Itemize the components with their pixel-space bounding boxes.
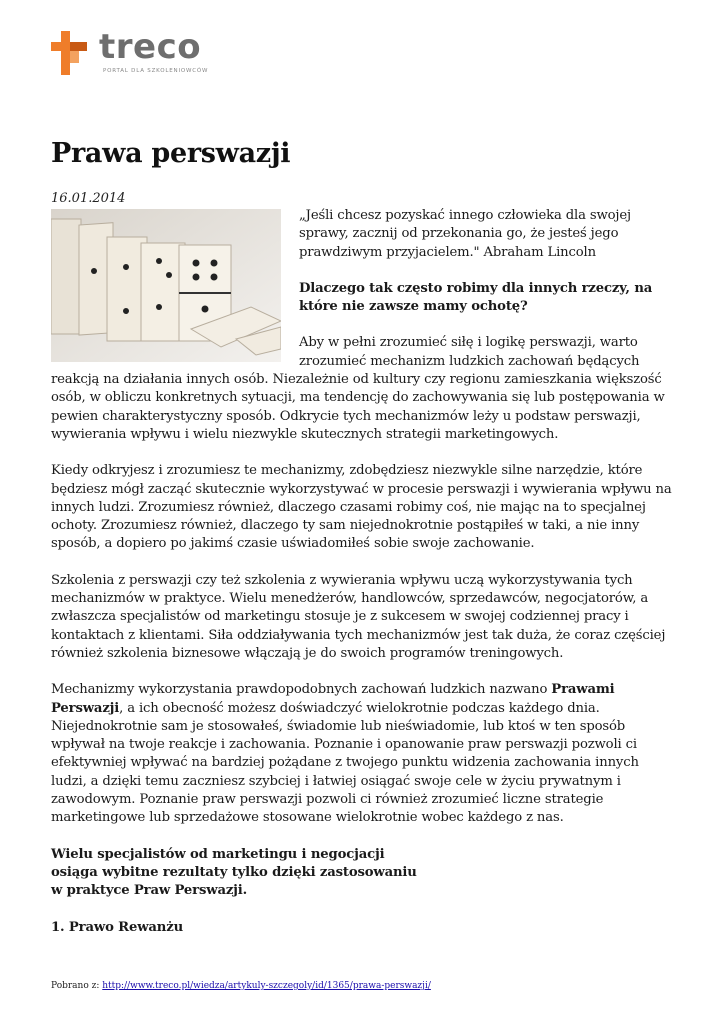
question-heading: Dlaczego tak często robimy dla innych rzeczy, na które nie zawsze mamy ochotę? xyxy=(299,280,653,315)
source-link[interactable]: http://www.treco.pl/wiedza/artykuly-szczegoly/id/1365/prawa-perswazji/ xyxy=(102,981,431,991)
highlight-line-2: osiąga wybitne rezultaty tylko dzięki zastosowaniu xyxy=(51,864,417,880)
highlight-line-1: Wielu specjalistów od marketingu i negocjacji xyxy=(51,846,385,862)
treco-logo[interactable] xyxy=(51,27,211,81)
section-heading-1: 1. Prawo Rewanżu xyxy=(51,919,184,935)
quote-paragraph: „Jeśli chcesz pozyskać innego człowieka dla swojej sprawy, zacznij od przekonania go, że jesteś jego prawdziwym przyjacielem." Abraham Lincoln xyxy=(299,208,631,260)
source-label: Pobrano z: xyxy=(51,981,100,991)
treco-logo-icon xyxy=(51,31,87,75)
paragraph-4-end: , a ich obecność możesz doświadczyć wielokrotnie podczas każdego dnia. Niejednokrotnie sam je stosowałeś, świadomie lub nieświadomie, lub ktoś w ten sposób wpływał na twoje reakcje i zachowania. Poznanie i opanowanie praw perswazji pozwoli ci efektywniej wpływać na bardziej pożądane z twojego punktu widzenia zachowania innych ludzi, a dzięki temu zaczniesz szybciej i łatwiej osiągać swoje cele w życiu prywatnym i zawodowym. Poznanie praw perswazji pozwoli ci również zrozumieć liczne strategie marketingowe lub sprzedażowe stosowane wielokrotnie wobec każdego z nas. xyxy=(51,700,639,826)
source-footer xyxy=(51,981,431,991)
article-title: Prawa perswazji xyxy=(51,138,291,169)
laws-of-persuasion-term: Prawami Perswazji xyxy=(51,682,615,716)
article-body xyxy=(51,207,676,955)
paragraph-1: Aby w pełni zrozumieć siłę i logikę perswazji, warto zrozumieć mechanizm ludzkich zachowań będących reakcją na działania innych osób. Niezależnie od kultury czy regionu zamieszkania większość osób, w obliczu konkretnych sytuacji, ma tendencję do zachowywania się lub postępowania w pewien charakterystyczny sposób. Odkrycie tych mechanizmów leży u podstaw perswazji, wywierania wpływu i wielu niezwykle skutecznych strategii marketingowych. xyxy=(51,335,665,442)
paragraph-4 xyxy=(51,681,676,827)
paragraph-3: Szkolenia z perswazji czy też szkolenia z wywierania wpływu uczą wykorzystywania tych mechanizmów w praktyce. Wielu menedżerów, handlowców, sprzedawców, negocjatorów, a zwłaszcza specjalistów od marketingu stosuje je z sukcesem w swojej codziennej pracy i kontaktach z klientami. Siła oddziaływania tych mechanizmów jest tak duża, że coraz częściej również szkolenia biznesowe włączają je do swoich programów treningowych. xyxy=(51,572,666,661)
paragraph-2: Kiedy odkryjesz i zrozumiesz te mechanizmy, zdobędziesz niezwykle silne narzędzie, które będziesz mógł zacząć skutecznie wykorzystywać w procesie perswazji i wywierania wpływu na innych ludzi. Zrozumiesz również, dlaczego czasami robimy coś, nie mając na to specjalnej ochoty. Zrozumiesz również, dlaczego ty sam niejednokrotnie postąpiłeś w taki, a nie inny sposób, a dopiero po jakimś czasie uświadomiłeś sobie swoje zachowanie. xyxy=(51,463,672,552)
highlight-line-3: w praktyce Praw Perswazji. xyxy=(51,883,248,899)
logo-wordmark: treco xyxy=(99,27,202,67)
paragraph-4-start: Mechanizmy wykorzystania prawdopodobnych zachowań ludzkich nazwano xyxy=(51,682,552,698)
highlight-statement xyxy=(51,846,676,901)
logo-tagline: PORTAL DLA SZKOLENIOWCÓW xyxy=(103,68,209,74)
article-date: 16.01.2014 xyxy=(51,191,126,206)
dominoes-photo-icon xyxy=(51,209,281,362)
